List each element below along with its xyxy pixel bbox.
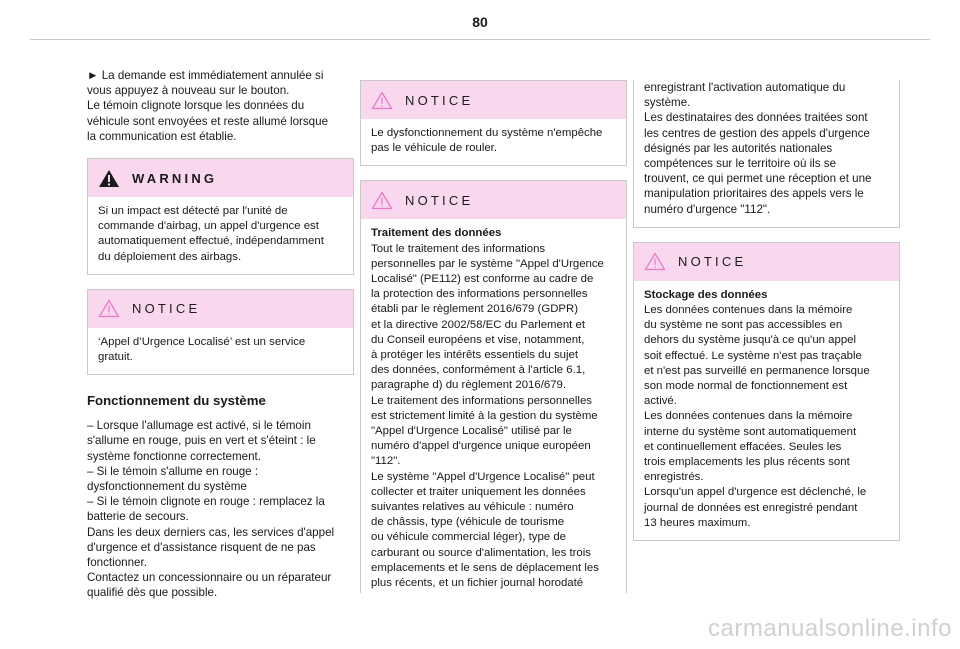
notice-body <box>361 219 626 593</box>
notice-header <box>634 243 899 281</box>
text-line: plus récents, et un fichier journal horodaté <box>371 577 584 590</box>
text-line: système fonctionne correctement. <box>87 449 261 463</box>
notice-box <box>633 242 900 541</box>
text-line: enregistrant l'activation automatique du <box>644 81 846 94</box>
text-line: carburant ou source d'alimentation, les trois <box>371 546 591 559</box>
text-line: numéro d'urgence "112". <box>644 202 771 216</box>
page-number: 80 <box>472 14 488 30</box>
text-line: Tout le traitement des informations <box>371 242 546 255</box>
text-line: emplacements et le sens de déplacement les <box>371 561 599 574</box>
text-line: la protection des informations personnelles <box>371 288 588 301</box>
notice-subheading: Stockage des données <box>644 288 768 301</box>
notice-header <box>361 181 626 219</box>
text-line: est strictement limité à la gestion du système <box>371 409 598 422</box>
notice-triangle-icon <box>644 252 666 271</box>
notice-body <box>361 119 626 165</box>
text-line: pas le véhicule de rouler. <box>371 142 498 155</box>
warning-title: WARNING <box>132 170 218 186</box>
text-line: – Lorsque l'allumage est activé, si le témoin <box>87 419 311 433</box>
text-line: soit effectué. Le système n'est pas traçable <box>644 349 862 362</box>
intro-text <box>87 68 354 144</box>
column-3 <box>633 80 900 555</box>
notice-triangle-icon <box>98 299 120 318</box>
text-line: – Si le témoin clignote en rouge : remplacez la <box>87 495 325 509</box>
notice-title: NOTICE <box>405 192 474 208</box>
text-line: son mode normal de fonctionnement est <box>644 380 848 393</box>
text-line: Localisé" (PE112) est conforme au cadre de <box>371 273 594 286</box>
text-line: d'urgence et d'assistance risquent de ne pas <box>87 540 316 554</box>
text-line: vous appuyez à nouveau sur le bouton. <box>87 84 290 98</box>
text-line: activé. <box>644 395 677 408</box>
text-line: suivantes relatives au véhicule : numéro <box>371 501 574 514</box>
warning-box <box>87 158 354 275</box>
text-line: Le témoin clignote lorsque les données du <box>87 99 305 113</box>
text-line: des données, conformément à l'article 6.1, <box>371 364 586 377</box>
text-line: – Si le témoin s'allume en rouge : <box>87 464 259 478</box>
warning-header <box>88 159 353 197</box>
notice-box <box>87 289 354 375</box>
notice-triangle-icon <box>371 91 393 110</box>
text-line: dysfonctionnement du système <box>87 480 247 494</box>
text-line: ou véhicule commercial léger), type de <box>371 531 566 544</box>
text-line: collecter et traiter uniquement les données <box>371 485 586 498</box>
notice-title: NOTICE <box>405 92 474 108</box>
notice-box <box>360 80 627 166</box>
text-line: journal de données est enregistré pendant <box>644 501 858 514</box>
text-line: ‘Appel d’Urgence Localisé’ est un service <box>98 335 306 348</box>
text-line: fonctionner. <box>87 556 147 570</box>
text-line: système. <box>644 96 691 110</box>
header-divider <box>30 39 930 40</box>
column-1 <box>87 68 354 601</box>
text-line: compétences sur le territoire où ils se <box>644 157 837 171</box>
text-line: et continuellement effacées. Seules les <box>644 440 842 453</box>
text-line: Lorsqu'un appel d'urgence est déclenché, le <box>644 486 867 499</box>
text-line: "Appel d'Urgence Localisé" utilisé par le <box>371 425 572 438</box>
text-line: du Conseil européens et vise, notamment, <box>371 333 585 346</box>
text-line: et la directive 2002/58/EC du Parlement et <box>371 318 586 331</box>
text-line: Les destinataires des données traitées sont <box>644 111 868 125</box>
text-line: trouvent, ce qui permet une réception et une <box>644 172 872 186</box>
text-line: de châssis, type (véhicule de tourisme <box>371 516 565 529</box>
section-text <box>87 418 354 600</box>
notice-triangle-icon <box>371 191 393 210</box>
section-title: Fonctionnement du système <box>87 393 266 409</box>
text-line: établi par le règlement 2016/679 (GDPR) <box>371 303 579 316</box>
text-line: ► La demande est immédiatement annulée si <box>87 69 324 82</box>
text-line: la communication est établie. <box>87 129 237 143</box>
text-line: et n'est pas surveillé en permanence lorsque <box>644 364 870 377</box>
notice-title: NOTICE <box>678 254 747 270</box>
notice-header <box>361 81 626 119</box>
notice-subheading: Traitement des données <box>371 227 502 240</box>
notice-box <box>360 180 627 593</box>
text-line: Dans les deux derniers cas, les services d'appel <box>87 525 335 539</box>
text-line: trois emplacements les plus récents sont <box>644 456 850 469</box>
text-line: numéro d'appel d'urgence unique européen <box>371 440 591 453</box>
notice-title: NOTICE <box>132 301 201 317</box>
text-line: Les données contenues dans la mémoire <box>644 304 853 317</box>
text-line: Le système "Appel d'Urgence Localisé" peut <box>371 470 595 483</box>
text-line: Contactez un concessionnaire ou un réparateur <box>87 571 332 585</box>
text-line: interne du système sont automatiquement <box>644 425 857 438</box>
warning-triangle-icon <box>98 169 120 188</box>
text-line: Le dysfonctionnement du système n'empêche <box>371 127 603 139</box>
text-line: personnelles par le système "Appel d'Urgence <box>371 257 604 270</box>
text-line: "112". <box>371 455 401 468</box>
text-line: désignés par les autorités nationales <box>644 141 833 155</box>
text-line: Le traitement des informations personnelles <box>371 394 592 407</box>
text-line: véhicule sont envoyées et reste allumé lorsque <box>87 114 329 128</box>
text-line: automatiquement effectué, indépendamment <box>98 235 324 248</box>
text-line: Les données contenues dans la mémoire <box>644 410 853 423</box>
text-line: gratuit. <box>98 351 133 364</box>
column-2 <box>360 80 627 607</box>
text-line: enregistrés. <box>644 471 704 484</box>
text-line: dehors du système jusqu'à ce qu'un appel <box>644 334 857 347</box>
text-line: Si un impact est détecté par l'unité de <box>98 205 288 218</box>
text-line: batterie de secours. <box>87 510 189 524</box>
text-line: du système ne sont pas accessibles en <box>644 319 843 332</box>
text-line: s'allume en rouge, puis en vert et s'éteint : le <box>87 434 316 448</box>
watermark: carmanualsonline.info <box>708 615 952 642</box>
text-line: qualifié dès que possible. <box>87 586 218 600</box>
text-line: à protéger les intérêts essentiels du sujet <box>371 349 579 362</box>
text-line: paragraphe d) du règlement 2016/679. <box>371 379 567 392</box>
text-line: 13 heures maximum. <box>644 516 751 529</box>
text-line: les centres de gestion des appels d'urgence <box>644 126 870 140</box>
notice-body <box>634 281 899 540</box>
text-line: du déploiement des airbags. <box>98 250 242 263</box>
notice-continuation <box>633 80 900 228</box>
warning-body <box>88 197 353 274</box>
text-line: commande d'airbag, un appel d'urgence est <box>98 220 319 233</box>
text-line: manipulation prioritaires des appels vers le <box>644 187 864 201</box>
notice-header <box>88 290 353 328</box>
notice-body <box>88 328 353 374</box>
